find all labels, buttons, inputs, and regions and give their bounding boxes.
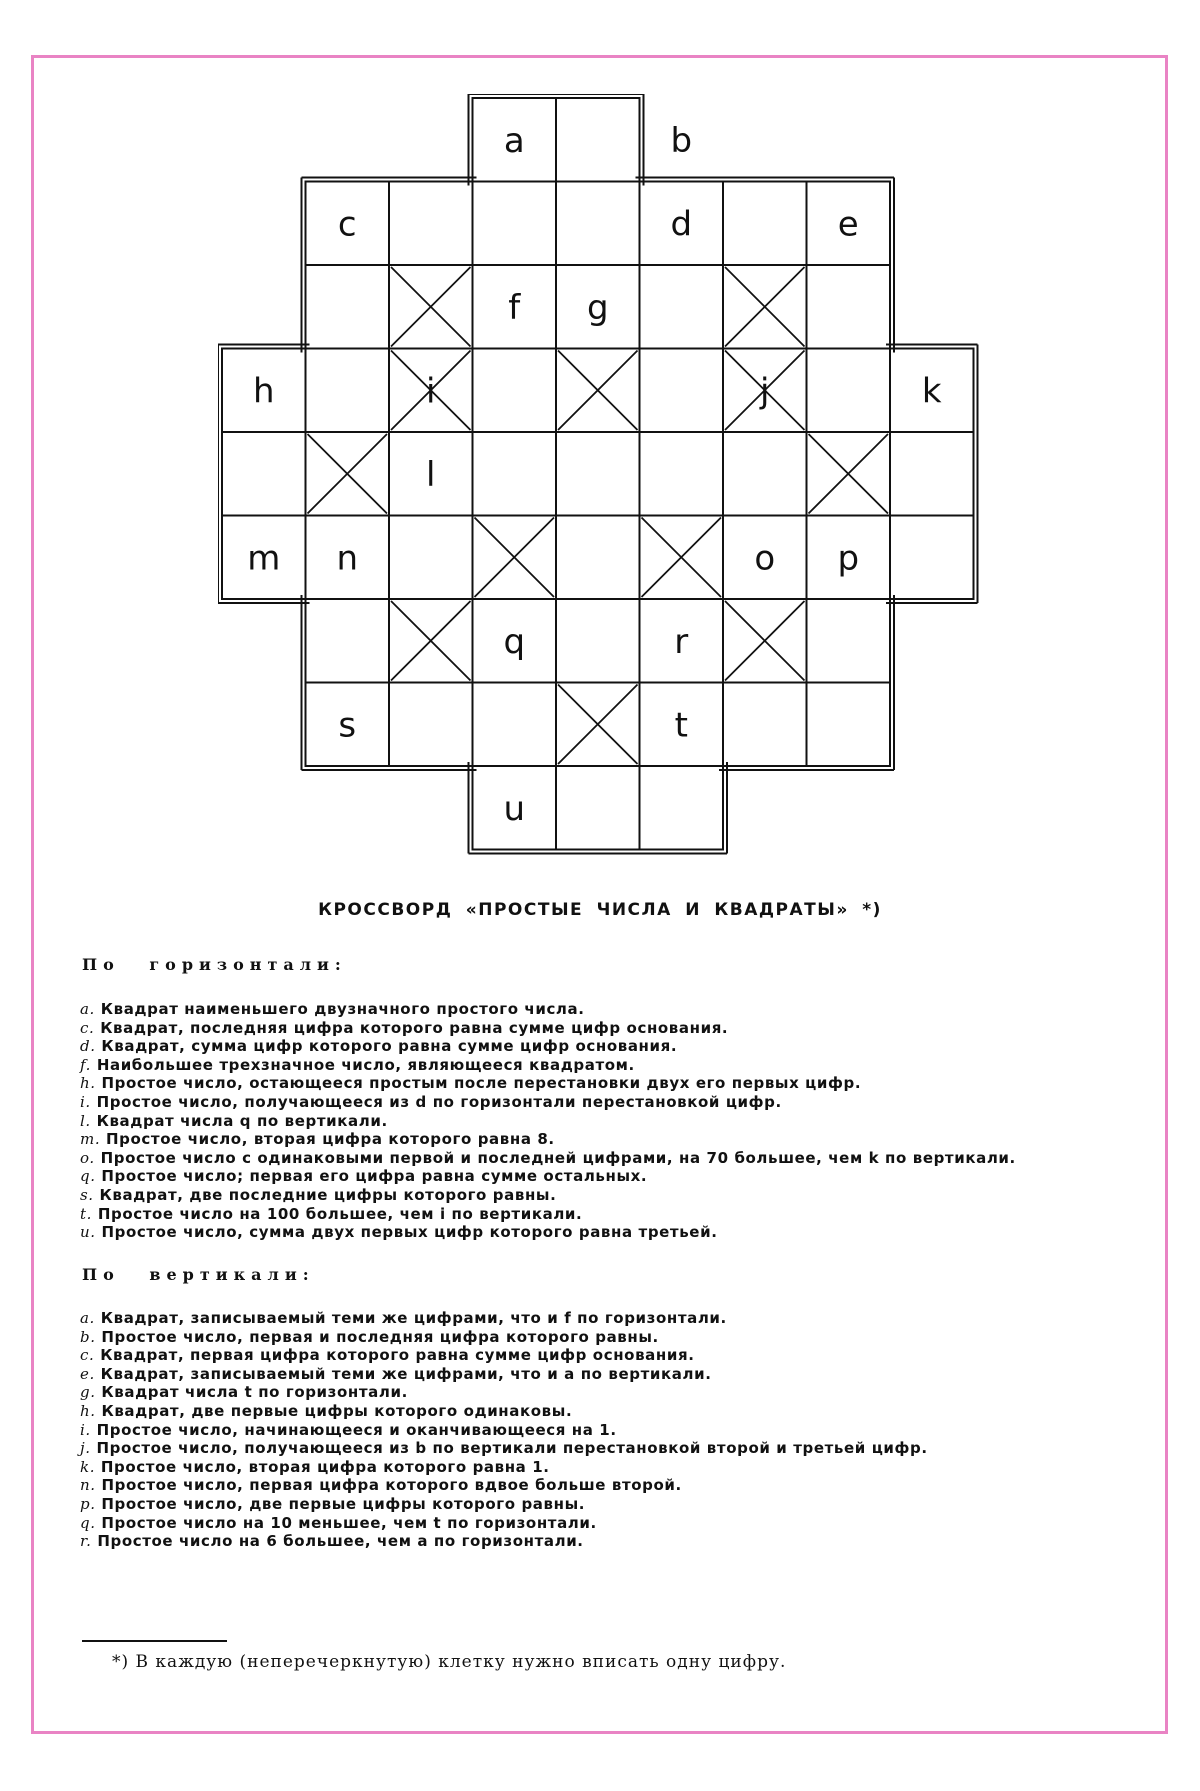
clue-item <box>80 1476 1180 1495</box>
grid-cell <box>222 432 306 516</box>
clue-text: Простое число, две первые цифры которого равны. <box>95 1494 586 1513</box>
clue-item <box>80 1365 1180 1384</box>
clue-text: Простое число, сумма двух первых цифр которого равна третьей. <box>95 1223 718 1242</box>
grid-cell <box>556 432 640 516</box>
clue-item <box>80 1421 1180 1440</box>
cell-label: t <box>674 705 688 746</box>
clue-item <box>80 1328 1180 1347</box>
grid-cell <box>473 432 557 516</box>
grid-cell <box>556 182 640 266</box>
horizontal-clues <box>80 1000 1180 1242</box>
grid-cell <box>890 516 974 600</box>
cell-label: f <box>508 287 521 328</box>
clue-text: Квадрат, последняя цифра которого равна сумме цифр основания. <box>94 1018 729 1037</box>
clue-text: Квадрат, записываемый теми же цифрами, что и a по вертикали. <box>94 1364 712 1383</box>
clue-item <box>80 1074 1180 1093</box>
footnote-rule <box>82 1640 227 1642</box>
clue-item <box>80 1205 1180 1224</box>
clue-label: h. <box>80 1074 96 1093</box>
cell-label: u <box>503 788 526 829</box>
cell-label: d <box>670 204 693 245</box>
clue-label: k. <box>80 1457 96 1476</box>
clue-text: Квадрат, две последние цифры которого равны. <box>93 1185 557 1204</box>
footnote: *) В каждую (неперечеркнутую) клетку нужно вписать одну цифру. <box>112 1652 787 1672</box>
grid-cell <box>473 349 557 433</box>
grid-cell <box>306 349 390 433</box>
clue-text: Простое число, первая цифра которого вдвое больше второй. <box>95 1476 682 1495</box>
clue-label: a. <box>80 1309 95 1327</box>
clue-label: l. <box>80 1111 91 1130</box>
clue-text: Квадрат числа q по вертикали. <box>90 1111 388 1130</box>
cell-label: j <box>760 371 770 412</box>
crossword-title: КРОССВОРД «ПРОСТЫЕ ЧИСЛА И КВАДРАТЫ» *) <box>318 900 882 920</box>
grid-cell <box>556 766 640 850</box>
grid-cell <box>807 349 891 433</box>
cell-label: k <box>921 371 942 412</box>
clue-label: j. <box>80 1439 91 1458</box>
clue-label: i. <box>80 1092 91 1111</box>
grid-cell <box>807 265 891 349</box>
clue-label: s. <box>80 1185 94 1204</box>
crossword-grid <box>218 94 981 857</box>
clue-text: Простое число на 100 большее, чем i по вертикали. <box>92 1204 583 1223</box>
clue-label: a. <box>80 1000 95 1018</box>
clue-label: f. <box>80 1055 91 1074</box>
clue-text: Квадрат, сумма цифр которого равна сумме цифр основания. <box>95 1037 678 1056</box>
clue-label: n. <box>80 1476 96 1495</box>
grid-cell <box>640 766 724 850</box>
clue-item <box>80 1532 1180 1551</box>
cell-label: h <box>252 371 275 412</box>
cell-label: s <box>338 705 357 746</box>
clue-item <box>80 1130 1180 1149</box>
grid-cell <box>640 349 724 433</box>
clue-text: Квадрат наименьшего двузначного простого числа. <box>94 1000 585 1018</box>
cell-label: a <box>503 120 525 161</box>
cell-label: n <box>336 538 359 579</box>
grid-cell <box>556 98 640 182</box>
cell-label: p <box>837 538 860 579</box>
clue-text: Квадрат, две первые цифры которого одинаковы. <box>95 1401 573 1420</box>
clue-item <box>80 1056 1180 1075</box>
clue-label: q. <box>80 1513 96 1532</box>
cell-label: i <box>426 371 436 412</box>
grid-cell <box>389 683 473 767</box>
grid-cell <box>640 432 724 516</box>
clue-item <box>80 1439 1180 1458</box>
clue-text: Простое число, первая и последняя цифра которого равны. <box>95 1327 659 1346</box>
cell-label: g <box>586 287 609 328</box>
vertical-heading: По вертикали: <box>82 1265 315 1284</box>
clue-label: b. <box>80 1327 96 1346</box>
clue-label: h. <box>80 1401 96 1420</box>
clue-item <box>80 1019 1180 1038</box>
cell-label: e <box>837 204 859 245</box>
clue-item <box>80 1167 1180 1186</box>
clue-item <box>80 1309 1180 1328</box>
vertical-clues <box>80 1309 1180 1551</box>
clue-label: u. <box>80 1223 96 1242</box>
crossword-svg <box>218 94 981 857</box>
clue-item <box>80 1402 1180 1421</box>
clue-item <box>80 1186 1180 1205</box>
clue-item <box>80 1223 1180 1242</box>
clue-text: Простое число; первая его цифра равна сумме остальных. <box>95 1167 648 1186</box>
clue-item <box>80 1112 1180 1131</box>
clue-label: i. <box>80 1420 91 1439</box>
clue-item <box>80 1383 1180 1402</box>
clue-label: c. <box>80 1346 95 1365</box>
grid-cell <box>306 265 390 349</box>
clue-text: Простое число с одинаковыми первой и последней цифрами, на 70 большее, чем k по вертикали. <box>94 1148 1016 1167</box>
clue-text: Простое число, вторая цифра которого равна 1. <box>95 1457 550 1476</box>
clue-text: Простое число на 6 большее, чем a по горизонтали. <box>91 1532 584 1551</box>
clue-text: Простое число, получающееся из d по горизонтали перестановкой цифр. <box>90 1092 782 1111</box>
cell-label: o <box>754 538 776 579</box>
clue-item <box>80 1093 1180 1112</box>
grid-cell <box>723 432 807 516</box>
grid-cell <box>473 182 557 266</box>
cell-label: l <box>426 454 436 495</box>
clue-text: Простое число, начинающееся и оканчивающееся на 1. <box>90 1420 617 1439</box>
clue-label: o. <box>80 1148 95 1167</box>
clue-text: Простое число, получающееся из b по вертикали перестановкой второй и третьей цифр. <box>90 1439 928 1458</box>
clue-text: Простое число на 10 меньшее, чем t по горизонтали. <box>95 1513 597 1532</box>
clue-label: p. <box>80 1494 96 1513</box>
clue-text: Квадрат, записываемый теми же цифрами, что и f по горизонтали. <box>94 1309 727 1327</box>
clue-text: Простое число, вторая цифра которого равна 8. <box>100 1130 555 1149</box>
clue-label: g. <box>80 1383 96 1402</box>
clue-label: q. <box>80 1167 96 1186</box>
clue-label: e. <box>80 1364 95 1383</box>
clue-text: Простое число, остающееся простым после перестановки двух его первых цифр. <box>95 1074 862 1093</box>
grid-cell <box>640 265 724 349</box>
grid-cell <box>807 683 891 767</box>
grid-cell <box>473 683 557 767</box>
clue-label: m. <box>80 1130 101 1149</box>
clue-item <box>80 1037 1180 1056</box>
grid-cell <box>389 182 473 266</box>
cell-label: b <box>670 120 693 161</box>
grid-cell <box>556 516 640 600</box>
grid-cell <box>723 683 807 767</box>
grid-cell <box>556 599 640 683</box>
clue-label: c. <box>80 1018 95 1037</box>
cell-label: c <box>337 204 357 245</box>
clue-label: d. <box>80 1037 96 1056</box>
grid-cell <box>723 182 807 266</box>
clue-text: Квадрат числа t по горизонтали. <box>95 1383 408 1402</box>
grid-cell <box>807 599 891 683</box>
grid-cell <box>389 516 473 600</box>
clue-item <box>80 1149 1180 1168</box>
clue-label: t. <box>80 1204 92 1223</box>
grid-cell <box>306 599 390 683</box>
clue-item <box>80 1000 1180 1019</box>
clue-label: r. <box>80 1532 92 1551</box>
grid-cell <box>890 432 974 516</box>
cell-label: m <box>247 538 281 579</box>
horizontal-heading: По горизонтали: <box>82 955 347 974</box>
clue-text: Наибольшее трехзначное число, являющееся квадратом. <box>91 1055 635 1074</box>
clue-item <box>80 1458 1180 1477</box>
clue-item <box>80 1495 1180 1514</box>
cell-label: q <box>503 621 526 662</box>
clue-item <box>80 1346 1180 1365</box>
cell-label: r <box>674 621 689 662</box>
clue-text: Квадрат, первая цифра которого равна сумме цифр основания. <box>94 1346 695 1365</box>
clue-item <box>80 1514 1180 1533</box>
